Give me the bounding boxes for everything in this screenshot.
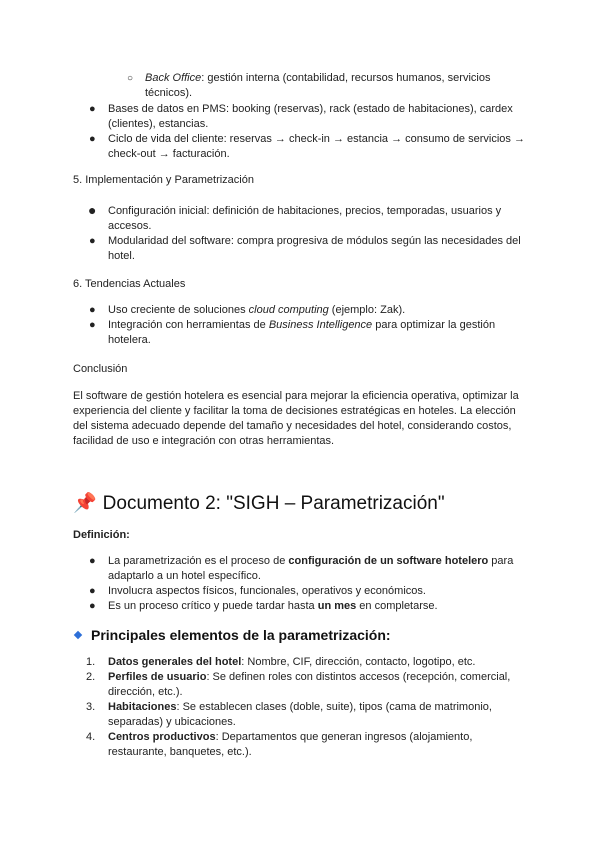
text-run: La parametrización es el proceso de (108, 555, 289, 567)
text-run: : Se definen roles con distintos accesos (recepción, comercial, dirección, etc.). (108, 671, 511, 698)
list-item-text: Ciclo de vida del cliente: reservas → check-in → estancia → consumo de servicios → check-out → facturación. (108, 133, 525, 160)
list-number: 1. (86, 656, 96, 668)
list-item (73, 599, 533, 614)
bullet-icon: ● (89, 304, 96, 316)
list-item-text: Configuración inicial: definición de habitaciones, precios, temporadas, usuarios y accesos. (108, 205, 502, 232)
bold-term: un mes (317, 600, 357, 612)
text-run: para adaptarlo a un hotel específico. (108, 555, 514, 582)
bullet-icon: ● (89, 555, 96, 567)
list-item (73, 318, 533, 348)
title-text: Documento 2: "SIGH – Parametrización" (102, 493, 445, 514)
bullet-icon: ● (89, 600, 96, 612)
hollow-bullet-icon: ○ (127, 73, 134, 84)
bullet-icon: ● (89, 133, 96, 145)
section5-list (73, 204, 533, 264)
text-run: Integración con herramientas de (108, 319, 269, 331)
bold-term: Centros productivos (108, 731, 216, 743)
text-run: para optimizar la gestión hotelera. (108, 319, 496, 346)
sub-item-text: : gestión interna (contabilidad, recursos humanos, servicios técnicos). (145, 72, 491, 99)
list-number: 4. (86, 731, 96, 743)
list-item-text: Involucra aspectos físicos, funcionales, operativos y económicos. (108, 585, 426, 597)
elements-list (73, 655, 533, 760)
bold-term: Perfiles de usuario (108, 671, 207, 683)
italic-term: cloud computing (248, 304, 329, 316)
italic-term: Business Intelligence (268, 319, 373, 331)
definition-label: Definición: (73, 529, 130, 541)
diamond-icon (74, 631, 82, 639)
conclusion-paragraph: El software de gestión hotelera es esencial para mejorar la eficiencia operativa, optimizar la experiencia del cliente y facilitar la toma de decisiones estratégicas en hoteles. La elección del sistema adecuado depende del tamaño y necesidades del hotel, considerando costos, facilidad de uso e integración con otras herramientas. (73, 390, 519, 447)
top-list (73, 71, 533, 162)
bold-term: configuración de un software hotelero (288, 555, 489, 567)
text-run: : Se establecen clases (doble, suite), tipos (cama de matrimonio, separadas) y ubicaciones. (108, 701, 492, 728)
definition-list (73, 554, 533, 614)
list-item (73, 730, 533, 760)
list-item (73, 303, 533, 318)
conclusion-heading: Conclusión (73, 363, 128, 375)
bold-term: Datos generales del hotel (108, 656, 242, 668)
list-item (73, 554, 533, 584)
section-heading (75, 626, 391, 644)
page-title (73, 492, 445, 516)
text-run: (ejemplo: Zak). (328, 304, 406, 316)
list-item-text: Bases de datos en PMS: booking (reservas), rack (estado de habitaciones), cardex (clientes), estancias. (108, 103, 513, 130)
list-item (73, 102, 533, 132)
bullet-icon: ● (89, 319, 96, 331)
text-run: Es un proceso crítico y puede tardar hasta (108, 600, 318, 612)
list-item (73, 700, 533, 730)
section-heading: 6. Tendencias Actuales (73, 278, 186, 290)
bullet-icon: ● (88, 202, 97, 218)
heading-text: Principales elementos de la parametrización: (91, 627, 391, 643)
bullet-icon: ● (89, 103, 96, 115)
list-item (73, 234, 533, 264)
list-number: 2. (86, 671, 96, 683)
back-office-term: Back Office (145, 72, 202, 84)
bullet-icon: ● (89, 585, 96, 597)
section6-list (73, 303, 533, 348)
list-item (73, 132, 533, 162)
list-item (73, 584, 533, 599)
sub-list-item (73, 71, 533, 101)
text-run: en completarse. (356, 600, 438, 612)
list-item (73, 655, 533, 670)
text-run: Uso creciente de soluciones (108, 304, 249, 316)
bold-term: Habitaciones (108, 701, 177, 713)
list-item-text: Modularidad del software: compra progresiva de módulos según las necesidades del hotel. (108, 235, 521, 262)
bullet-icon: ● (89, 235, 96, 247)
text-run: : Departamentos que generan ingresos (alojamiento, restaurante, banquetes, etc.). (108, 731, 473, 758)
list-item (73, 204, 533, 234)
text-run: : Nombre, CIF, dirección, contacto, logotipo, etc. (241, 656, 476, 668)
list-number: 3. (86, 701, 96, 713)
list-item (73, 670, 533, 700)
pushpin-icon: 📌 (73, 493, 97, 514)
section-heading: 5. Implementación y Parametrización (73, 174, 254, 186)
